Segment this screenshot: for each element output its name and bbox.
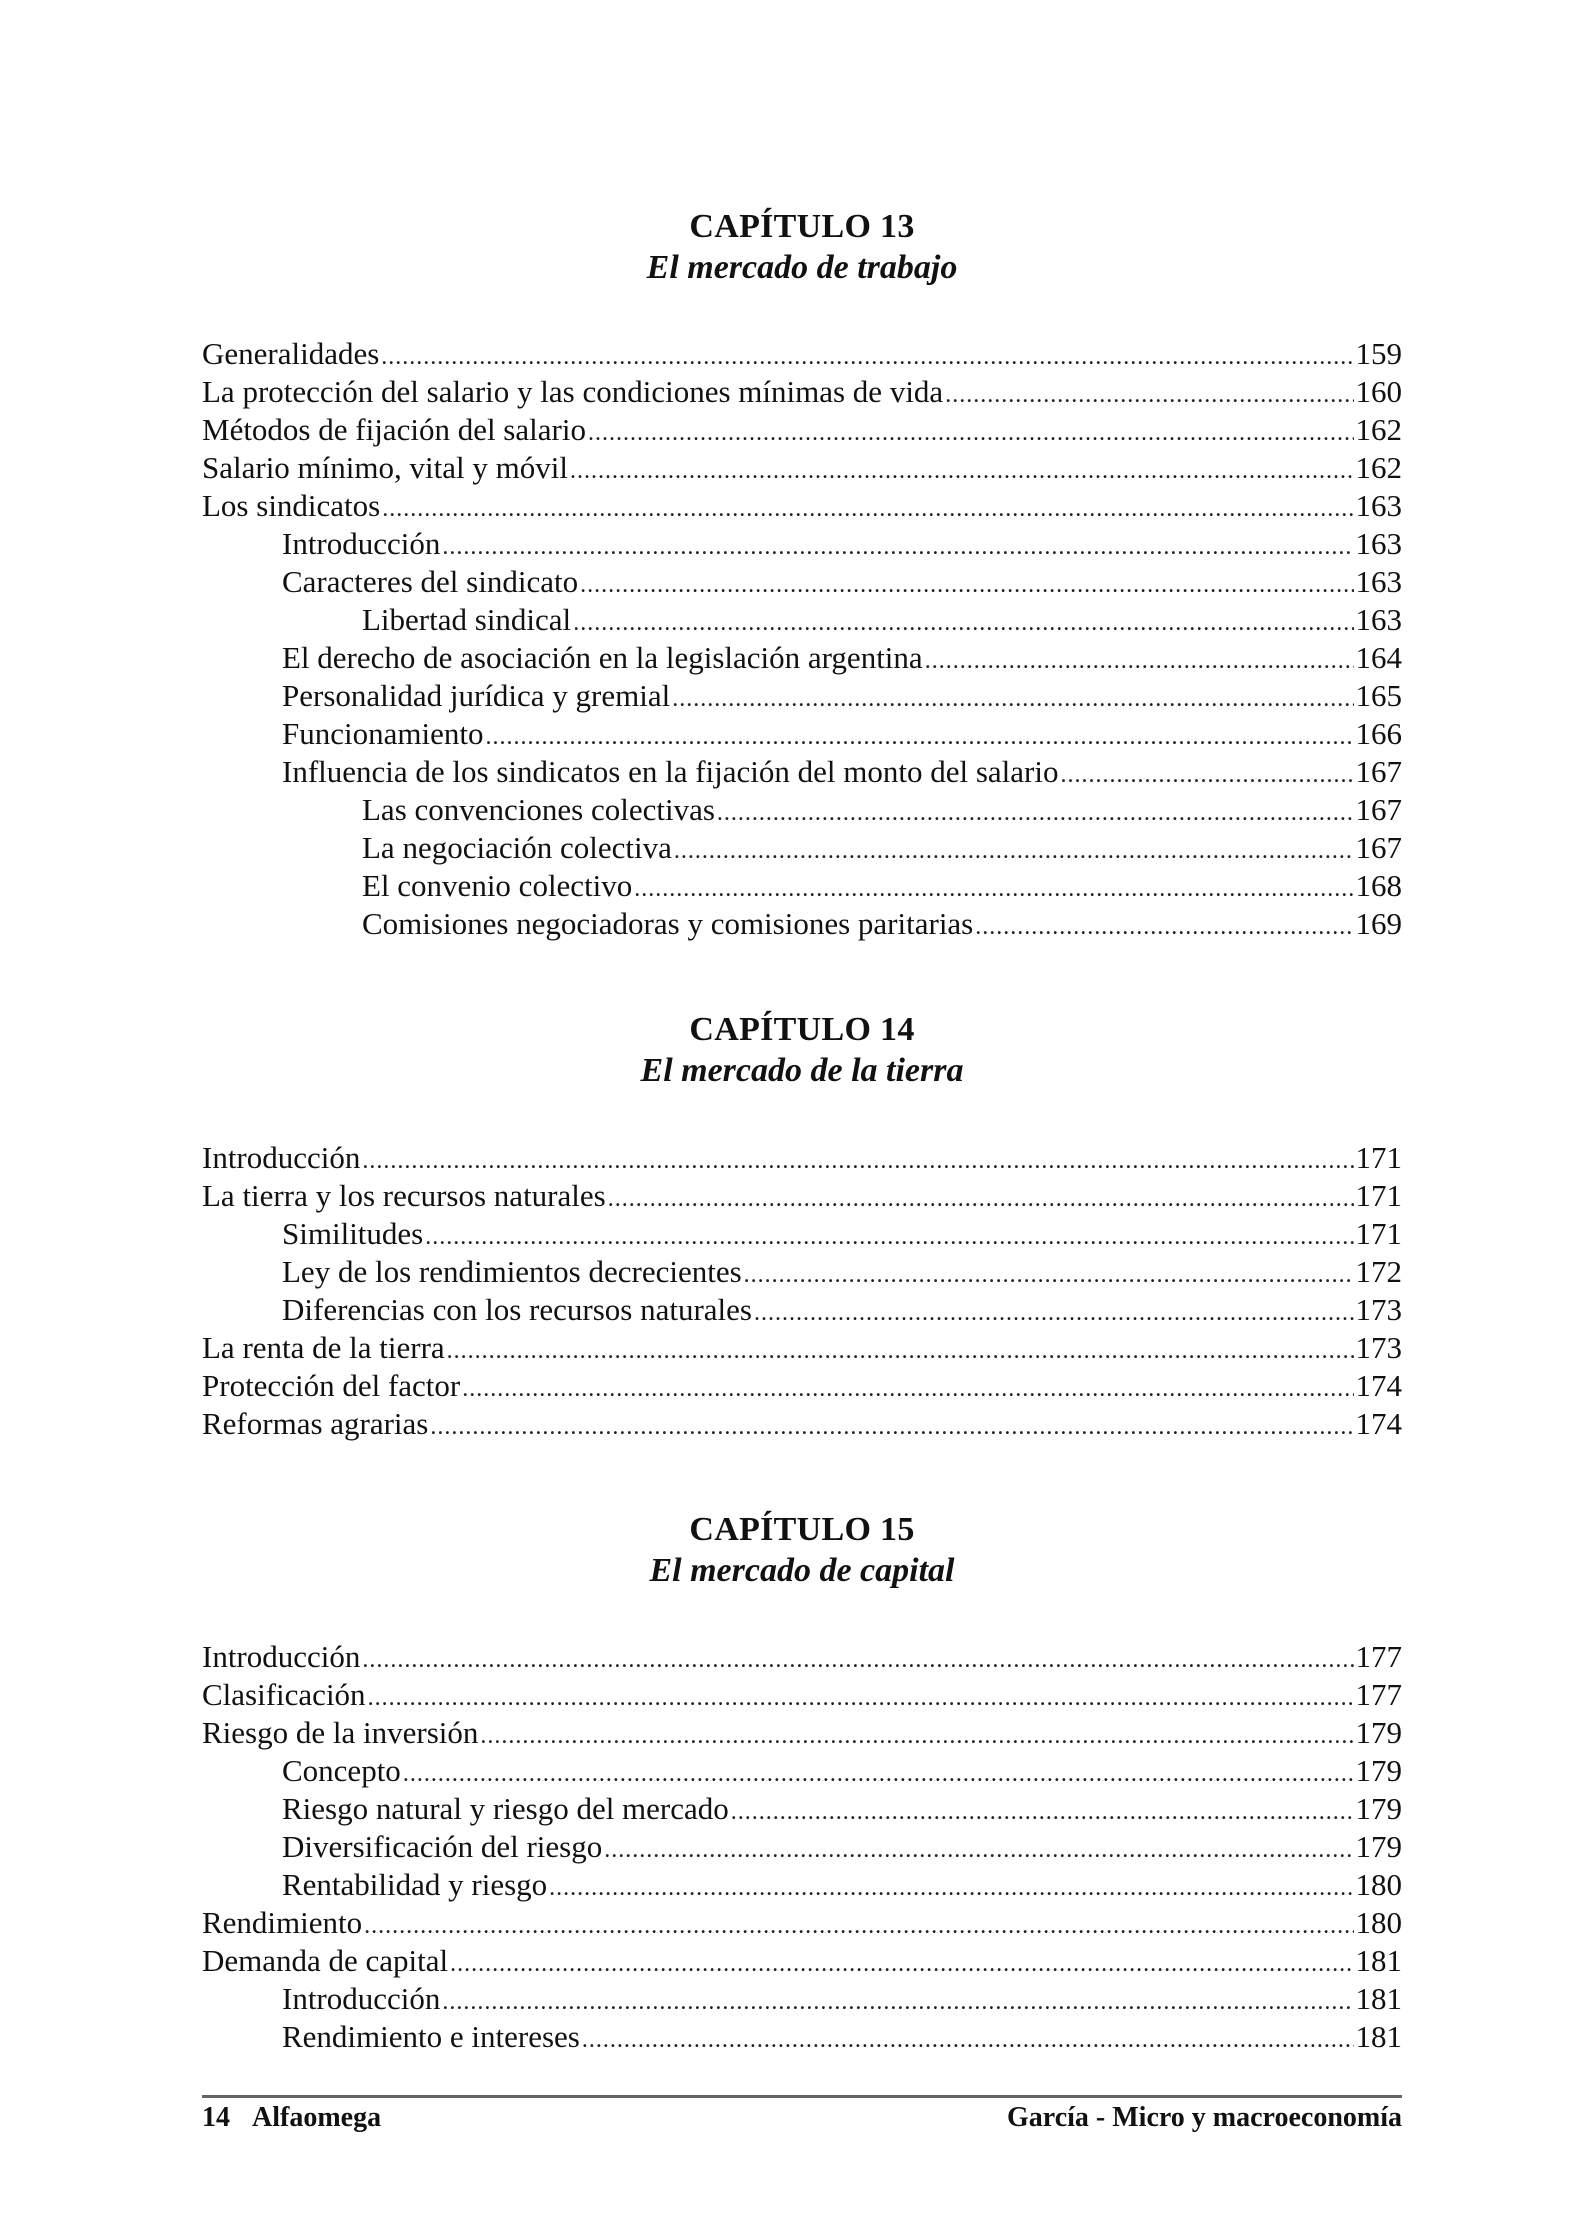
dot-leader	[573, 604, 1353, 642]
toc-list	[202, 335, 1402, 943]
toc-entry	[202, 1329, 1402, 1367]
toc-entry	[202, 1752, 1402, 1790]
toc-entry	[202, 1638, 1402, 1676]
toc-entry	[202, 1367, 1402, 1405]
toc-entry-label: Concepto	[282, 1753, 401, 1788]
toc-entry-label: Introducción	[282, 526, 441, 561]
dot-leader	[925, 642, 1354, 680]
page-footer	[202, 2100, 1402, 2136]
dot-leader	[381, 338, 1353, 376]
toc-entry	[202, 411, 1402, 449]
page-number: 14	[202, 2102, 230, 2133]
dot-leader	[634, 870, 1353, 908]
toc-entry	[202, 1253, 1402, 1291]
toc-entry-label: Influencia de los sindicatos en la fijación del monto del salario	[282, 754, 1059, 789]
toc-entry-page: 173	[1355, 1292, 1402, 1327]
toc-entry-page: 167	[1355, 754, 1402, 789]
dot-leader	[1060, 756, 1353, 794]
toc-entry-page: 171	[1355, 1216, 1402, 1251]
dot-leader	[382, 490, 1353, 528]
dot-leader	[744, 1256, 1354, 1294]
toc-entry-label: Diferencias con los recursos naturales	[282, 1292, 752, 1327]
dot-leader	[731, 1793, 1354, 1831]
toc-entry	[202, 335, 1402, 373]
dot-leader	[549, 1869, 1353, 1907]
toc-entry	[202, 1676, 1402, 1714]
toc-entry-label: Introducción	[282, 1981, 441, 2016]
dot-leader	[975, 908, 1353, 946]
toc-entry-page: 181	[1355, 1981, 1402, 2016]
dot-leader	[570, 452, 1354, 490]
toc-entry-label: Clasificación	[202, 1677, 366, 1712]
toc-entry-label: Introducción	[202, 1140, 361, 1175]
dot-leader	[450, 1945, 1353, 1983]
toc-entry-page: 177	[1355, 1639, 1402, 1674]
toc-entry-page: 179	[1355, 1753, 1402, 1788]
toc-entry-label: Riesgo natural y riesgo del mercado	[282, 1791, 729, 1826]
toc-entry-page: 181	[1355, 1943, 1402, 1978]
toc-entry	[202, 2018, 1402, 2056]
toc-entry	[202, 639, 1402, 677]
toc-entry	[202, 753, 1402, 791]
toc-entry	[202, 715, 1402, 753]
dot-leader	[588, 414, 1354, 452]
toc-entry-label: Personalidad jurídica y gremial	[282, 678, 671, 713]
toc-entry	[202, 487, 1402, 525]
dot-leader	[608, 1180, 1354, 1218]
toc-entry-page: 174	[1355, 1368, 1402, 1403]
dot-leader	[945, 376, 1353, 414]
toc-entry-label: Reformas agrarias	[202, 1406, 429, 1441]
chapter-title: El mercado de la tierra	[640, 1052, 964, 1089]
dot-leader	[674, 832, 1354, 870]
toc-entry-page: 174	[1355, 1406, 1402, 1441]
toc-entry-page: 163	[1355, 564, 1402, 599]
toc-entry-page: 171	[1355, 1178, 1402, 1213]
toc-entry-page: 167	[1355, 830, 1402, 865]
toc-entry	[202, 601, 1402, 639]
chapter-14	[202, 1010, 1402, 1443]
toc-entry-label: Comisiones negociadoras y comisiones paritarias	[362, 906, 974, 941]
toc-entry-page: 181	[1355, 2019, 1402, 2054]
toc-entry	[202, 1828, 1402, 1866]
toc-entry	[202, 791, 1402, 829]
toc-entry-label: Introducción	[202, 1639, 361, 1674]
toc-entry-page: 179	[1355, 1715, 1402, 1750]
toc-entry-page: 165	[1355, 678, 1402, 713]
toc-entry	[202, 1790, 1402, 1828]
dot-leader	[364, 1907, 1353, 1945]
toc-entry-label: La renta de la tierra	[202, 1330, 445, 1365]
toc-entry-label: Diversificación del riesgo	[282, 1829, 603, 1864]
toc-list	[202, 1638, 1402, 2056]
dot-leader	[442, 528, 1353, 566]
toc-entry-label: Riesgo de la inversión	[202, 1715, 479, 1750]
toc-entry-label: Caracteres del sindicato	[282, 564, 579, 599]
toc-entry	[202, 1405, 1402, 1443]
toc-entry-page: 167	[1355, 792, 1402, 827]
toc-entry-page: 177	[1355, 1677, 1402, 1712]
toc-entry	[202, 867, 1402, 905]
toc-entry-label: La negociación colectiva	[362, 830, 672, 865]
toc-entry	[202, 1714, 1402, 1752]
dot-leader	[604, 1831, 1353, 1869]
book-title: García - Micro y macroeconomía	[1007, 2102, 1402, 2133]
dot-leader	[362, 1641, 1353, 1679]
toc-entry	[202, 1177, 1402, 1215]
toc-entry-label: Protección del factor	[202, 1368, 461, 1403]
toc-entry-label: El derecho de asociación en la legislación argentina	[282, 640, 923, 675]
toc-entry-label: Generalidades	[202, 336, 380, 371]
dot-leader	[447, 1332, 1354, 1370]
toc-entry-page: 172	[1355, 1254, 1402, 1289]
toc-entry-label: Los sindicatos	[202, 488, 381, 523]
dot-leader	[430, 1408, 1353, 1446]
toc-entry-page: 163	[1355, 488, 1402, 523]
toc-entry	[202, 1866, 1402, 1904]
toc-entry-page: 162	[1355, 412, 1402, 447]
chapter-heading	[202, 207, 1402, 289]
toc-entry	[202, 1980, 1402, 2018]
toc-entry-page: 166	[1355, 716, 1402, 751]
footer-divider	[202, 2095, 1402, 2098]
toc-entry-label: Las convenciones colectivas	[362, 792, 715, 827]
footer-left	[202, 2100, 381, 2136]
toc-entry	[202, 905, 1402, 943]
toc-entry	[202, 1291, 1402, 1329]
chapter-heading	[202, 1010, 1402, 1092]
toc-list	[202, 1139, 1402, 1443]
toc-entry-page: 180	[1355, 1867, 1402, 1902]
toc-entry-page: 179	[1355, 1791, 1402, 1826]
dot-leader	[362, 1142, 1353, 1180]
toc-entry	[202, 1139, 1402, 1177]
toc-entry-page: 159	[1355, 336, 1402, 371]
dot-leader	[485, 718, 1353, 756]
chapter-13	[202, 207, 1402, 943]
dot-leader	[672, 680, 1353, 718]
toc-entry	[202, 1215, 1402, 1253]
toc-entry-label: Salario mínimo, vital y móvil	[202, 450, 568, 485]
toc-entry-label: La protección del salario y las condiciones mínimas de vida	[202, 374, 944, 409]
dot-leader	[582, 2021, 1354, 2059]
toc-entry-label: Métodos de fijación del salario	[202, 412, 586, 447]
toc-entry	[202, 563, 1402, 601]
toc-entry	[202, 1942, 1402, 1980]
toc-entry-label: Rendimiento e intereses	[282, 2019, 580, 2054]
toc-entry-label: Demanda de capital	[202, 1943, 449, 1978]
dot-leader	[462, 1370, 1353, 1408]
toc-entry-page: 164	[1355, 640, 1402, 675]
toc-entry	[202, 449, 1402, 487]
toc-entry	[202, 677, 1402, 715]
toc-entry	[202, 525, 1402, 563]
toc-entry-label: Rendimiento	[202, 1905, 363, 1940]
toc-entry-label: La tierra y los recursos naturales	[202, 1178, 606, 1213]
dot-leader	[368, 1679, 1354, 1717]
toc-entry-page: 180	[1355, 1905, 1402, 1940]
toc-entry-label: Rentabilidad y riesgo	[282, 1867, 548, 1902]
toc-entry	[202, 1904, 1402, 1942]
toc-entry-page: 162	[1355, 450, 1402, 485]
dot-leader	[442, 1983, 1353, 2021]
toc-entry-label: Libertad sindical	[362, 602, 572, 637]
dot-leader	[480, 1717, 1353, 1755]
toc-entry-page: 168	[1355, 868, 1402, 903]
chapter-heading	[202, 1510, 1402, 1592]
toc-entry-page: 163	[1355, 602, 1402, 637]
toc-entry	[202, 829, 1402, 867]
toc-entry-page: 163	[1355, 526, 1402, 561]
toc-entry-page: 160	[1355, 374, 1402, 409]
dot-leader	[403, 1755, 1354, 1793]
toc-entry-page: 171	[1355, 1140, 1402, 1175]
toc-entry-page: 179	[1355, 1829, 1402, 1864]
chapter-number: CAPÍTULO 15	[689, 1511, 915, 1548]
toc-entry-page: 173	[1355, 1330, 1402, 1365]
chapter-number: CAPÍTULO 14	[689, 1011, 915, 1048]
toc-entry-label: Funcionamiento	[282, 716, 484, 751]
chapter-title: El mercado de capital	[649, 1552, 955, 1589]
toc-entry-label: El convenio colectivo	[362, 868, 633, 903]
dot-leader	[425, 1218, 1353, 1256]
chapter-title: El mercado de trabajo	[646, 249, 958, 286]
dot-leader	[754, 1294, 1354, 1332]
chapter-number: CAPÍTULO 13	[689, 208, 915, 245]
dot-leader	[717, 794, 1354, 832]
publisher-name: Alfaomega	[252, 2102, 382, 2133]
dot-leader	[580, 566, 1353, 604]
toc-entry	[202, 373, 1402, 411]
chapter-15	[202, 1510, 1402, 2056]
toc-entry-label: Similitudes	[282, 1216, 424, 1251]
toc-entry-page: 169	[1355, 906, 1402, 941]
toc-entry-label: Ley de los rendimientos decrecientes	[282, 1254, 742, 1289]
